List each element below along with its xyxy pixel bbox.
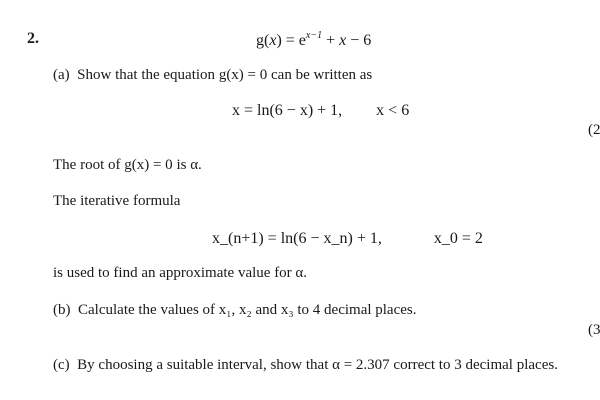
root-text: The root of (53, 157, 121, 173)
part-b-text: Calculate the values of x₁, x₂ and x₃ to 4 decimal places. (78, 302, 417, 318)
iterative-label: The iterative formula (53, 193, 181, 209)
question-number: 2. (27, 30, 39, 47)
part-a-condition: g(x) = 0 (218, 67, 268, 83)
rearranged-equation (232, 102, 409, 120)
part-b-line (53, 302, 417, 319)
part-c-line (53, 357, 558, 374)
part-c-label: (c) (53, 357, 70, 373)
part-a-label: (a) (53, 67, 70, 83)
part-b-marks: (3 (588, 322, 600, 338)
iterative-formula: x_(n+1) = ln(6 − x_n) + 1, (212, 230, 382, 247)
root-condition: g(x) = 0 (124, 157, 173, 173)
used-text: is used to find an approximate value for α. (53, 265, 308, 281)
root-text-after: is α. (176, 157, 202, 173)
part-a-marks: (2 (588, 122, 600, 138)
part-c-text: By choosing a suitable interval, show that α = 2.307 correct to 3 decimal places. (77, 357, 558, 373)
iterative-equation (212, 230, 483, 248)
initial-value: x_0 = 2 (433, 230, 483, 247)
part-a-text-after: can be written as (271, 67, 373, 83)
main-equation (256, 30, 371, 50)
rearranged-domain: x < 6 (376, 102, 410, 119)
root-statement (53, 157, 202, 174)
part-b-label: (b) (53, 302, 71, 318)
main-equation-text: $g(x) = e^{x-1} + x - 6$ (256, 30, 372, 49)
rearranged-formula: x = ln(6 − x) + 1, (232, 102, 343, 119)
part-a-text: Show that the equation (77, 67, 216, 83)
part-a-line (53, 67, 372, 84)
